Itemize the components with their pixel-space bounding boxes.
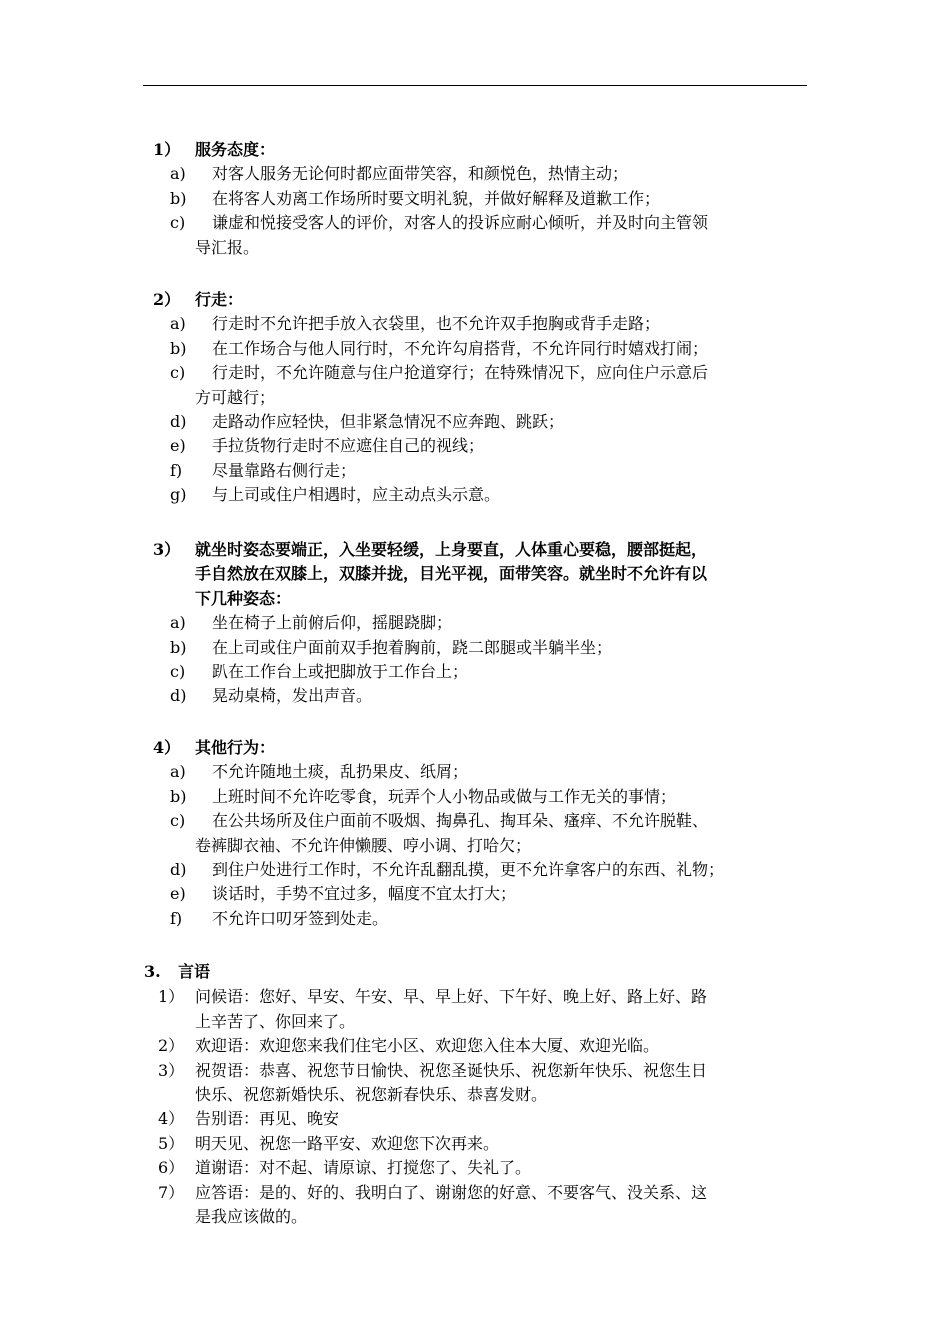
speech-item-text: 欢迎语：欢迎您来我们住宅小区、欢迎您入住本大厦、欢迎光临。 [195, 1036, 660, 1056]
header-rule [143, 85, 807, 86]
section-title: 行走： [195, 290, 244, 309]
list-marker: c) [170, 811, 186, 831]
list-item-text: 方可越行； [195, 387, 276, 407]
list-item-text: 不允许口叨牙签到处走。 [212, 908, 389, 928]
list-item-text: 在公共场所及住户面前不吸烟、掏鼻孔、掏耳朵、瘙痒、不允许脱鞋、 [212, 811, 709, 831]
speech-marker: 7） [158, 1182, 185, 1202]
list-marker: f) [170, 908, 183, 928]
list-marker: b) [170, 786, 187, 806]
speech-item-text: 上辛苦了、你回来了。 [195, 1011, 356, 1031]
list-marker: g) [170, 485, 187, 505]
list-item-text: 晃动桌椅，发出声音。 [212, 686, 373, 706]
list-marker: c) [170, 213, 186, 233]
speech-section-title: 言语 [178, 962, 211, 981]
list-item-text: 上班时间不允许吃零食，玩弄个人小物品或做与工作无关的事情； [212, 786, 677, 806]
section-number: 1） [153, 140, 181, 159]
list-item-text: 对客人服务无论何时都应面带笑容，和颜悦色，热情主动； [212, 164, 629, 184]
speech-marker: 5） [158, 1133, 185, 1153]
list-marker: e) [170, 436, 186, 456]
list-marker: c) [170, 662, 186, 681]
list-item-text: 手拉货物行走时不应遮住自己的视线； [212, 436, 485, 456]
speech-item-text: 问候语：您好、早安、午安、早、早上好、下午好、晚上好、路上好、路 [195, 987, 708, 1007]
speech-marker: 1） [158, 987, 185, 1007]
list-item-text: 不允许随地土痰，乱扔果皮、纸屑； [212, 762, 469, 782]
list-marker: a) [170, 164, 186, 184]
list-item-text: 行走时，不允许随意与住户抢道穿行；在特殊情况下，应向住户示意后 [212, 363, 709, 383]
list-marker: a) [170, 762, 186, 782]
section-title-line: 就坐时姿态要端正，入坐要轻缓，上身要直，人体重心要稳，腰部挺起， [195, 540, 708, 559]
list-item-text: 坐在椅子上前俯后仰，摇腿跷脚； [212, 613, 453, 633]
section-number: 4） [153, 738, 181, 757]
speech-marker: 2） [158, 1036, 185, 1056]
speech-item-text: 告别语：再见、晚安 [195, 1109, 340, 1129]
section-title-line: 手自然放在双膝上，双膝并拢，目光平视，面带笑容。就坐时不允许有以 [195, 564, 708, 584]
list-item-text: 卷裤脚衣袖、不允许伸懒腰、哼小调、打哈欠； [195, 835, 532, 855]
list-item-text: 在工作场合与他人同行时，不允许勾肩搭背，不允许同行时嬉戏打闹； [212, 338, 709, 358]
list-marker: d) [170, 860, 187, 879]
list-item-text: 谈话时，手势不宜过多，幅度不宜太打大； [212, 884, 517, 904]
list-marker: f) [170, 460, 183, 480]
speech-item-text: 道谢语：对不起、请原谅、打搅您了、失礼了。 [195, 1158, 532, 1178]
list-item-text: 行走时不允许把手放入衣袋里，也不允许双手抱胸或背手走路； [212, 314, 661, 334]
list-marker: d) [170, 412, 187, 431]
list-item-text: 在上司或住户面前双手抱着胸前，跷二郎腿或半躺半坐； [212, 637, 613, 657]
section-number: 2） [153, 290, 181, 309]
speech-item-text: 快乐、祝您新婚快乐、祝您新春快乐、恭喜发财。 [195, 1085, 548, 1104]
speech-section-number: 3. [144, 962, 161, 981]
list-marker: d) [170, 686, 187, 706]
section-title-line: 下几种姿态： [195, 588, 292, 608]
list-marker: b) [170, 188, 187, 208]
speech-item-text: 应答语：是的、好的、我明白了、谢谢您的好意、不要客气、没关系、这 [195, 1182, 708, 1202]
list-item-text: 与上司或住户相遇时，应主动点头示意。 [212, 485, 501, 505]
list-item-text: 到住户处进行工作时，不允许乱翻乱摸，更不允许拿客户的东西、礼物； [212, 860, 725, 879]
section-title: 其他行为： [195, 738, 276, 757]
list-item-text: 走路动作应轻快，但非紧急情况不应奔跑、跳跃； [212, 412, 565, 431]
section-title: 服务态度： [195, 140, 276, 159]
list-marker: a) [170, 314, 186, 334]
speech-item-text: 祝贺语：恭喜、祝您节日愉快、祝您圣诞快乐、祝您新年快乐、祝您生日 [195, 1060, 708, 1080]
list-marker: a) [170, 613, 186, 633]
speech-item-text: 明天见、祝您一路平安、欢迎您下次再来。 [195, 1133, 500, 1153]
list-item-text: 趴在工作台上或把脚放于工作台上； [212, 662, 469, 681]
speech-marker: 6） [158, 1158, 185, 1178]
list-item-text: 谦虚和悦接受客人的评价，对客人的投诉应耐心倾听，并及时向主管领 [212, 213, 709, 233]
speech-marker: 3） [158, 1060, 185, 1080]
list-item-text: 导汇报。 [195, 237, 260, 257]
list-marker: e) [170, 884, 186, 904]
speech-marker: 4） [158, 1109, 185, 1129]
list-item-text: 尽量靠路右侧行走； [212, 460, 357, 480]
list-marker: b) [170, 637, 187, 657]
section-number: 3） [153, 540, 181, 559]
speech-item-text: 是我应该做的。 [195, 1207, 308, 1226]
list-marker: b) [170, 338, 187, 358]
list-marker: c) [170, 363, 186, 383]
list-item-text: 在将客人劝离工作场所时要文明礼貌，并做好解释及道歉工作； [212, 188, 661, 208]
